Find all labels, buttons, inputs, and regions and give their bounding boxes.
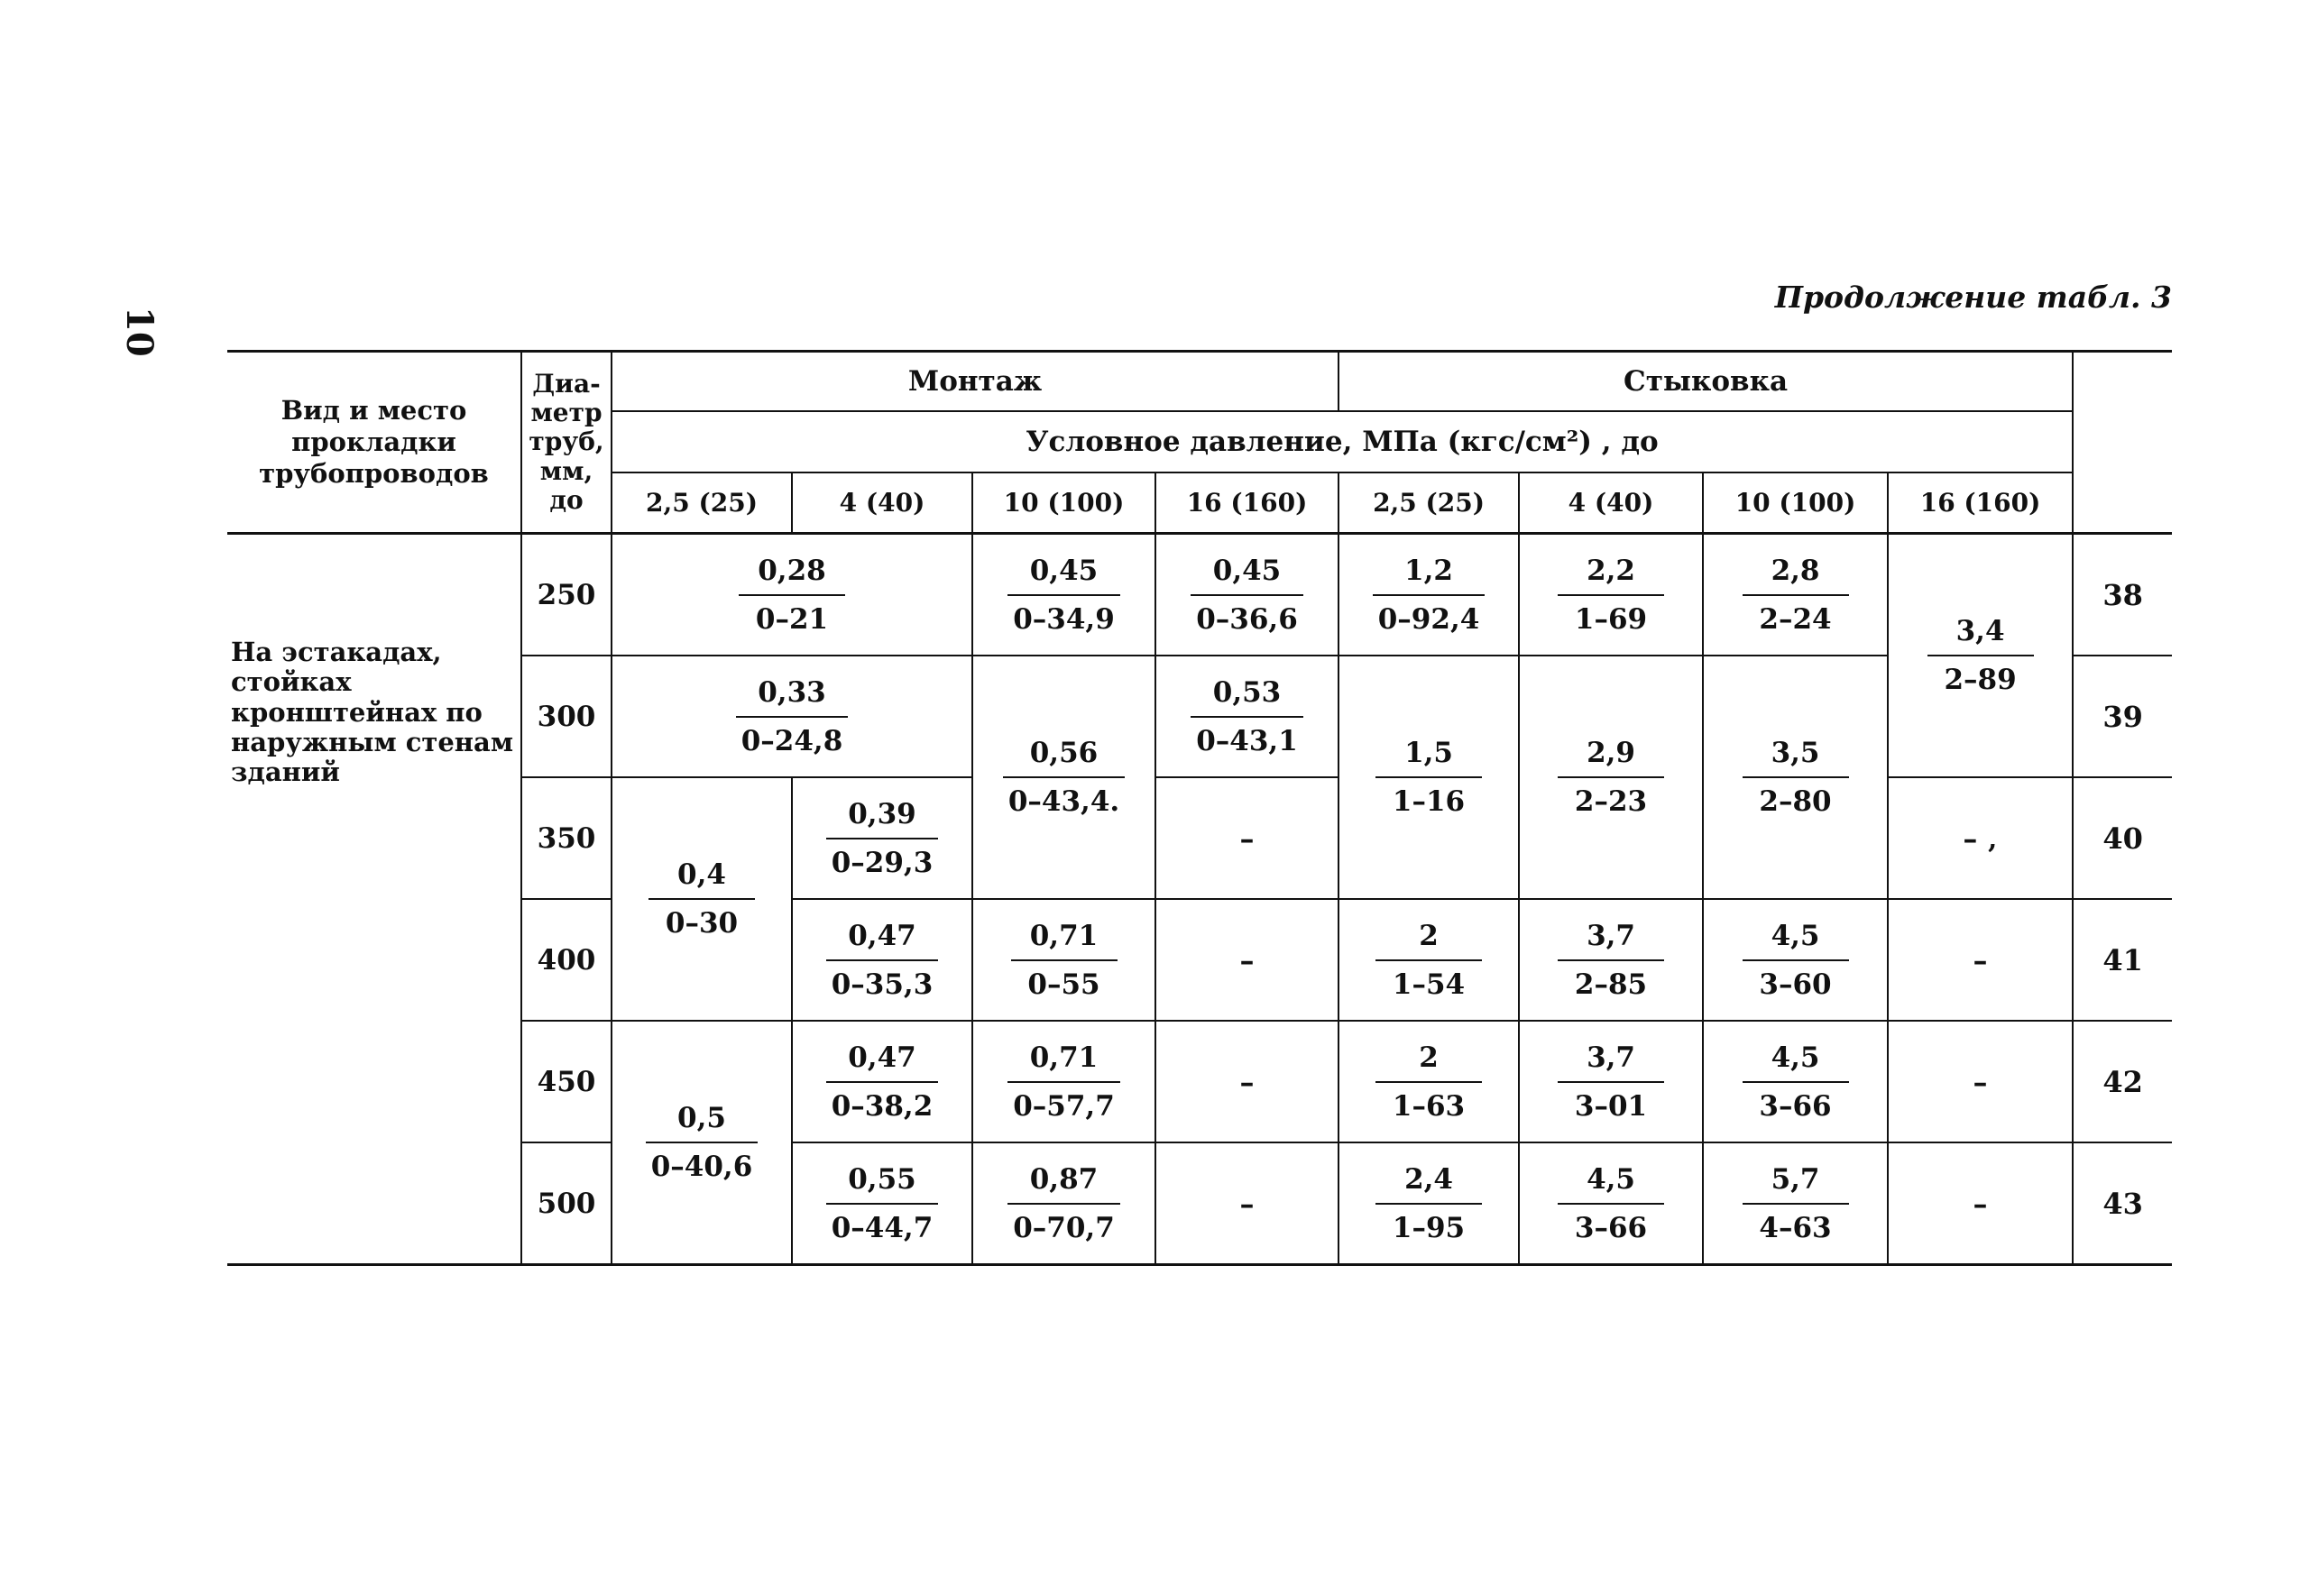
fraction-denominator: 1–69 bbox=[1574, 602, 1648, 636]
value-cell bbox=[972, 656, 1155, 899]
row-number: 39 bbox=[2073, 656, 2172, 777]
value-cell bbox=[972, 899, 1155, 1021]
fraction-numerator: 2,4 bbox=[1375, 1163, 1482, 1205]
header-pressure-m40: 4 (40) bbox=[792, 472, 972, 534]
value-cell bbox=[1338, 1142, 1519, 1265]
fraction-numerator: 0,45 bbox=[1007, 555, 1120, 596]
fraction-numerator: 3,4 bbox=[1927, 615, 2034, 656]
value-cell bbox=[1703, 899, 1888, 1021]
fraction-denominator: 3–01 bbox=[1574, 1089, 1648, 1123]
value-cell bbox=[1155, 656, 1338, 777]
value-cell bbox=[612, 534, 972, 656]
value-cell bbox=[972, 1021, 1155, 1142]
fraction-numerator: 2 bbox=[1375, 920, 1482, 961]
fraction-numerator: 0,28 bbox=[739, 555, 845, 596]
row-number: 43 bbox=[2073, 1142, 2172, 1265]
fraction-numerator: 4,5 bbox=[1743, 1041, 1849, 1083]
fraction-denominator: 1–54 bbox=[1392, 968, 1466, 1001]
fraction-denominator: 2–89 bbox=[1944, 664, 2017, 696]
value-cell bbox=[1155, 534, 1338, 656]
dash-cell: – bbox=[1155, 899, 1338, 1021]
fraction-numerator: 0,71 bbox=[1011, 920, 1118, 961]
header-pressure-s25: 2,5 (25) bbox=[1338, 472, 1519, 534]
fraction-denominator: 0–43,1 bbox=[1196, 724, 1298, 757]
fraction-denominator: 0–36,6 bbox=[1196, 602, 1298, 636]
fraction-denominator: 0–43,4. bbox=[1007, 785, 1120, 818]
header-pressure-s40: 4 (40) bbox=[1519, 472, 1703, 534]
value-cell bbox=[792, 899, 972, 1021]
value-cell bbox=[1338, 1021, 1519, 1142]
value-cell bbox=[792, 1142, 972, 1265]
value-cell bbox=[792, 777, 972, 899]
header-pressure-s160: 16 (160) bbox=[1888, 472, 2073, 534]
value-cell bbox=[792, 1021, 972, 1142]
header-rownum bbox=[2073, 352, 2172, 534]
fraction-denominator: 0–92,4 bbox=[1377, 602, 1480, 636]
fraction-denominator: 0–44,7 bbox=[831, 1211, 934, 1244]
value-cell bbox=[1703, 1142, 1888, 1265]
value-cell bbox=[1519, 899, 1703, 1021]
fraction-denominator: 3–66 bbox=[1759, 1089, 1832, 1123]
fraction-denominator: 0–21 bbox=[755, 602, 829, 636]
fraction-numerator: 0,47 bbox=[826, 920, 939, 961]
dash-cell: – bbox=[1155, 777, 1338, 899]
header-stykovka: Стыковка bbox=[1338, 352, 2073, 411]
fraction-numerator: 2 bbox=[1375, 1041, 1482, 1083]
value-cell bbox=[1338, 534, 1519, 656]
dash-cell: – bbox=[1888, 899, 2073, 1021]
value-cell bbox=[1703, 1021, 1888, 1142]
dash-cell: – bbox=[1888, 1021, 2073, 1142]
value-cell bbox=[1338, 899, 1519, 1021]
fraction-denominator: 0–24,8 bbox=[741, 724, 843, 757]
value-cell bbox=[612, 777, 792, 1021]
fraction-denominator: 1–16 bbox=[1392, 785, 1466, 818]
fraction-denominator: 2–24 bbox=[1759, 602, 1832, 636]
fraction-numerator: 0,55 bbox=[826, 1163, 939, 1205]
fraction-numerator: 3,7 bbox=[1558, 920, 1664, 961]
diameter-cell: 500 bbox=[521, 1142, 612, 1265]
value-cell bbox=[1703, 534, 1888, 656]
fraction-denominator: 2–80 bbox=[1759, 785, 1832, 818]
fraction-numerator: 2,2 bbox=[1558, 555, 1664, 596]
diameter-cell: 450 bbox=[521, 1021, 612, 1142]
header-place: Вид и место прокладки трубопроводов bbox=[227, 352, 521, 534]
pipeline-table bbox=[227, 350, 2172, 1266]
value-cell bbox=[1519, 534, 1703, 656]
fraction-denominator: 0–34,9 bbox=[1013, 602, 1115, 636]
fraction-numerator: 3,7 bbox=[1558, 1041, 1664, 1083]
diameter-cell: 400 bbox=[521, 899, 612, 1021]
fraction-denominator: 3–60 bbox=[1759, 968, 1832, 1001]
value-cell bbox=[972, 1142, 1155, 1265]
value-cell bbox=[612, 1021, 792, 1265]
row-number: 41 bbox=[2073, 899, 2172, 1021]
fraction-denominator: 0–38,2 bbox=[831, 1089, 934, 1123]
fraction-numerator: 0,5 bbox=[646, 1102, 759, 1143]
fraction-numerator: 4,5 bbox=[1743, 920, 1849, 961]
value-cell bbox=[612, 656, 972, 777]
fraction-denominator: 0–35,3 bbox=[831, 968, 934, 1001]
header-pressure-m100: 10 (100) bbox=[972, 472, 1155, 534]
fraction-denominator: 0–70,7 bbox=[1013, 1211, 1115, 1244]
fraction-numerator: 0,39 bbox=[826, 798, 939, 839]
table-row bbox=[227, 534, 2172, 656]
fraction-numerator: 4,5 bbox=[1558, 1163, 1664, 1205]
fraction-numerator: 2,8 bbox=[1743, 555, 1849, 596]
row-number: 38 bbox=[2073, 534, 2172, 656]
header-diameter: Диа-метр труб, мм, до bbox=[521, 352, 612, 534]
dash-cell: – bbox=[1155, 1021, 1338, 1142]
fraction-denominator: 0–40,6 bbox=[650, 1151, 753, 1183]
header-pressure: Условное давление, МПа (кгс/см²) , до bbox=[612, 411, 2073, 472]
fraction-denominator: 3–66 bbox=[1574, 1211, 1648, 1244]
value-cell bbox=[1888, 534, 2073, 778]
diameter-cell: 300 bbox=[521, 656, 612, 777]
value-cell bbox=[1703, 656, 1888, 899]
row-number: 42 bbox=[2073, 1021, 2172, 1142]
fraction-denominator: 4–63 bbox=[1759, 1211, 1832, 1244]
value-cell bbox=[1519, 1021, 1703, 1142]
diameter-cell: 250 bbox=[521, 534, 612, 656]
value-cell bbox=[1519, 656, 1703, 899]
fraction-denominator: 2–85 bbox=[1574, 968, 1648, 1001]
fraction-numerator: 0,87 bbox=[1007, 1163, 1120, 1205]
fraction-numerator: 0,53 bbox=[1191, 676, 1303, 718]
table-caption: Продолжение табл. 3 bbox=[1774, 280, 2172, 315]
value-cell bbox=[1338, 656, 1519, 899]
fraction-numerator: 0,4 bbox=[649, 858, 755, 900]
dash-cell: – ‚ bbox=[1888, 777, 2073, 899]
page-number: 10 bbox=[118, 307, 161, 357]
fraction-numerator: 2,9 bbox=[1558, 737, 1664, 778]
fraction-denominator: 0–57,7 bbox=[1013, 1089, 1115, 1123]
fraction-denominator: 0–30 bbox=[665, 907, 739, 940]
header-montazh: Монтаж bbox=[612, 352, 1338, 411]
dash-cell: – bbox=[1888, 1142, 2073, 1265]
header-pressure-m25: 2,5 (25) bbox=[612, 472, 792, 534]
diameter-cell: 350 bbox=[521, 777, 612, 899]
fraction-denominator: 0–55 bbox=[1027, 968, 1100, 1001]
fraction-denominator: 1–63 bbox=[1392, 1089, 1466, 1123]
fraction-numerator: 0,33 bbox=[736, 676, 849, 718]
fraction-numerator: 0,45 bbox=[1191, 555, 1303, 596]
dash-cell: – bbox=[1155, 1142, 1338, 1265]
value-cell bbox=[972, 534, 1155, 656]
fraction-denominator: 1–95 bbox=[1392, 1211, 1466, 1244]
fraction-numerator: 3,5 bbox=[1743, 737, 1849, 778]
header-pressure-m160: 16 (160) bbox=[1155, 472, 1338, 534]
fraction-numerator: 1,2 bbox=[1373, 555, 1486, 596]
place-cell bbox=[227, 534, 521, 1265]
fraction-numerator: 0,47 bbox=[826, 1041, 939, 1083]
fraction-numerator: 1,5 bbox=[1375, 737, 1482, 778]
place-text: На эстакадах, стойках кронштейнах по наружным стенам зданий bbox=[231, 637, 514, 788]
value-cell bbox=[1519, 1142, 1703, 1265]
fraction-numerator: 5,7 bbox=[1743, 1163, 1849, 1205]
row-number: 40 bbox=[2073, 777, 2172, 899]
fraction-denominator: 0–29,3 bbox=[831, 846, 934, 879]
fraction-denominator: 2–23 bbox=[1574, 785, 1648, 818]
fraction-numerator: 0,71 bbox=[1007, 1041, 1120, 1083]
header-pressure-s100: 10 (100) bbox=[1703, 472, 1888, 534]
fraction-numerator: 0,56 bbox=[1003, 737, 1125, 778]
